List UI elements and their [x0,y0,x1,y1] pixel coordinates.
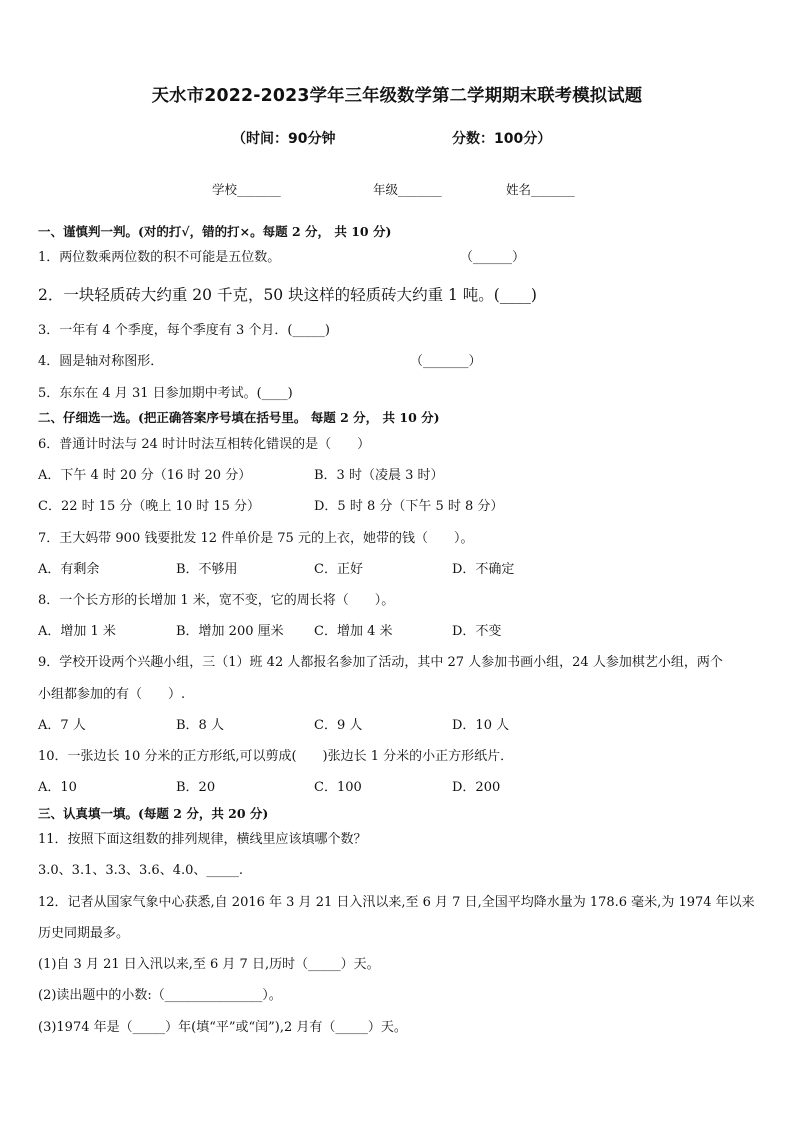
question-8: 8．一个长方形的长增加 1 米，宽不变，它的周长将（ ）。 [38,593,395,608]
question-10-option-c: C．100 [314,780,362,795]
question-6-option-b: B．3 时（凌晨 3 时） [314,468,444,483]
grade-field: 年级_______ [373,182,442,197]
question-12-line-1: 12．记者从国家气象中心获悉,自 2016 年 3 月 21 日入汛以来,至 6 月 7 日,全国平均降水量为 178.6 毫米,为 1974 年以来 [38,895,755,910]
section-1-heading: 一、谨慎判一判。(对的打√，错的打×。每题 2 分， 共 10 分) [38,224,392,239]
exam-time: （时间：90分钟 [232,131,336,147]
question-8-option-b: B．增加 200 厘米 [176,624,284,639]
question-9-option-b: B．8 人 [176,718,224,733]
question-3: 3．一年有 4 个季度，每个季度有 3 个月．(_____) [38,323,330,338]
question-11: 11．按照下面这组数的排列规律，横线里应该填哪个数？ [38,832,367,847]
question-7-option-a: A．有剩余 [38,562,100,577]
question-1: 1．两位数乘两位数的积不可能是五位数。 [38,250,281,265]
question-7-option-c: C．正好 [314,562,363,577]
question-12-part-3: (3)1974 年是（_____）年(填“平”或“闰”),2 月有（_____）天。 [38,1020,407,1035]
question-12-line-2: 历史同期最多。 [38,926,130,941]
question-6-option-d: D．5 时 8 分（下午 5 时 8 分） [314,499,504,514]
question-8-option-a: A．增加 1 米 [38,624,116,639]
question-10: 10．一张边长 10 分米的正方形纸,可以剪成( )张边长 1 分米的小正方形纸片． [38,749,514,764]
question-11-sequence: 3.0、3.1、3.3、3.6、4.0、_____. [38,863,244,878]
question-9-option-d: D．10 人 [452,718,510,733]
question-9-line-2: 小组都参加的有（ ）. [38,687,186,702]
question-9-line-1: 9．学校开设两个兴趣小组，三（1）班 42 人都报名参加了活动，其中 27 人参加书画小组，24 人参加棋艺小组，两个 [38,655,723,670]
question-8-option-d: D．不变 [452,624,502,639]
question-10-option-b: B．20 [176,780,216,795]
question-9-option-c: C．9 人 [314,718,363,733]
question-7-option-b: B．不够用 [176,562,238,577]
question-5: 5．东东在 4 月 31 日参加期中考试。(____) [38,386,293,401]
question-4: 4．圆是轴对称图形． [38,354,164,369]
question-2: 2．一块轻质砖大约重 20 千克，50 块这样的轻质砖大约重 1 吨。(____) [38,286,537,304]
exam-score: 分数：100分） [452,131,552,147]
question-10-option-d: D．200 [452,780,501,795]
question-1-blank: （______） [460,250,526,265]
name-field: 姓名_______ [506,182,575,197]
section-3-heading: 三、认真填一填。(每题 2 分，共 20 分) [38,806,269,821]
question-6-option-a: A．下午 4 时 20 分（16 时 20 分） [38,468,252,483]
question-12-part-2: (2)读出题中的小数:（_______________）。 [38,988,282,1003]
exam-title: 天水市2022-2023学年三年级数学第二学期期末联考模拟试题 [151,86,643,106]
question-10-option-a: A．10 [38,780,77,795]
question-4-blank: （_______） [410,354,482,369]
section-2-heading: 二、仔细选一选。(把正确答案序号填在括号里。 每题 2 分， 共 10 分) [38,410,440,425]
question-9-option-a: A．7 人 [38,718,86,733]
question-7-option-d: D．不确定 [452,562,515,577]
question-6: 6．普通计时法与 24 时计时法互相转化错误的是（ ） [38,437,371,452]
question-12-part-1: (1)自 3 月 21 日入汛以来,至 6 月 7 日,历时（_____）天。 [38,957,380,972]
school-field: 学校_______ [212,182,281,197]
question-6-option-c: C．22 时 15 分（晚上 10 时 15 分） [38,499,261,514]
question-7: 7．王大妈带 900 钱要批发 12 件单价是 75 元的上衣，她带的钱（ ）。 [38,531,474,546]
question-8-option-c: C．增加 4 米 [314,624,393,639]
